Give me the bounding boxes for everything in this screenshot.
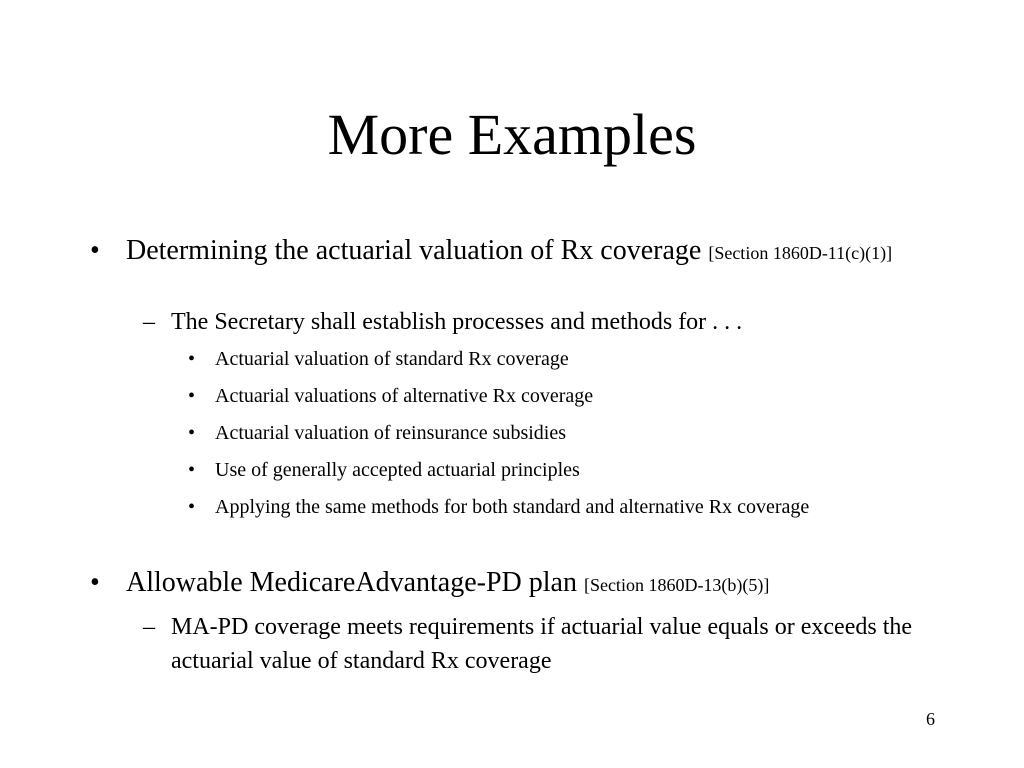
- list-item: [188, 381, 915, 412]
- list-item-text: Applying the same methods for both standard and alternative Rx coverage: [215, 496, 810, 518]
- bullet-marker: •: [188, 385, 196, 407]
- dash-marker: –: [143, 309, 155, 335]
- bullet-marker: •: [90, 567, 100, 598]
- list-item-text: Actuarial valuations of alternative Rx coverage: [215, 385, 594, 407]
- section-citation: [Section 1860D-11(c)(1)]: [708, 243, 893, 263]
- list-item: [188, 455, 915, 486]
- bullet-marker: •: [188, 348, 196, 370]
- bullet-text: Allowable MedicareAdvantage-PD plan: [126, 567, 577, 598]
- sub-bullet-text: MA-PD coverage meets requirements if actuarial value equals or exceeds the actuarial value of standard Rx coverage: [171, 614, 913, 674]
- list-item-text: Actuarial valuation of standard Rx coverage: [215, 348, 569, 370]
- dash-marker: –: [143, 614, 155, 640]
- list-item: [188, 418, 915, 449]
- bullet-actuarial-valuation: [90, 234, 926, 270]
- sub-bullet-secretary-processes: [143, 305, 931, 339]
- bullet-marker: •: [90, 235, 100, 266]
- bullet-allowable-ma-pd-plan: [90, 566, 946, 602]
- sub-bullet-ma-pd-coverage: [143, 610, 931, 678]
- bullet-marker: •: [188, 496, 196, 518]
- sub-bullet-text: The Secretary shall establish processes and methods for . . .: [171, 309, 743, 335]
- bullet-marker: •: [188, 422, 196, 444]
- list-item-text: Actuarial valuation of reinsurance subsidies: [215, 422, 566, 444]
- list-item: [188, 344, 915, 375]
- list-item-text: Use of generally accepted actuarial principles: [215, 459, 580, 481]
- list-item: [188, 492, 885, 523]
- section-citation: [Section 1860D-13(b)(5)]: [583, 575, 770, 595]
- bullet-text: Determining the actuarial valuation of Rx coverage: [126, 235, 702, 266]
- slide-title: More Examples: [327, 102, 697, 167]
- bullet-marker: •: [188, 459, 196, 481]
- page-number: 6: [926, 709, 935, 729]
